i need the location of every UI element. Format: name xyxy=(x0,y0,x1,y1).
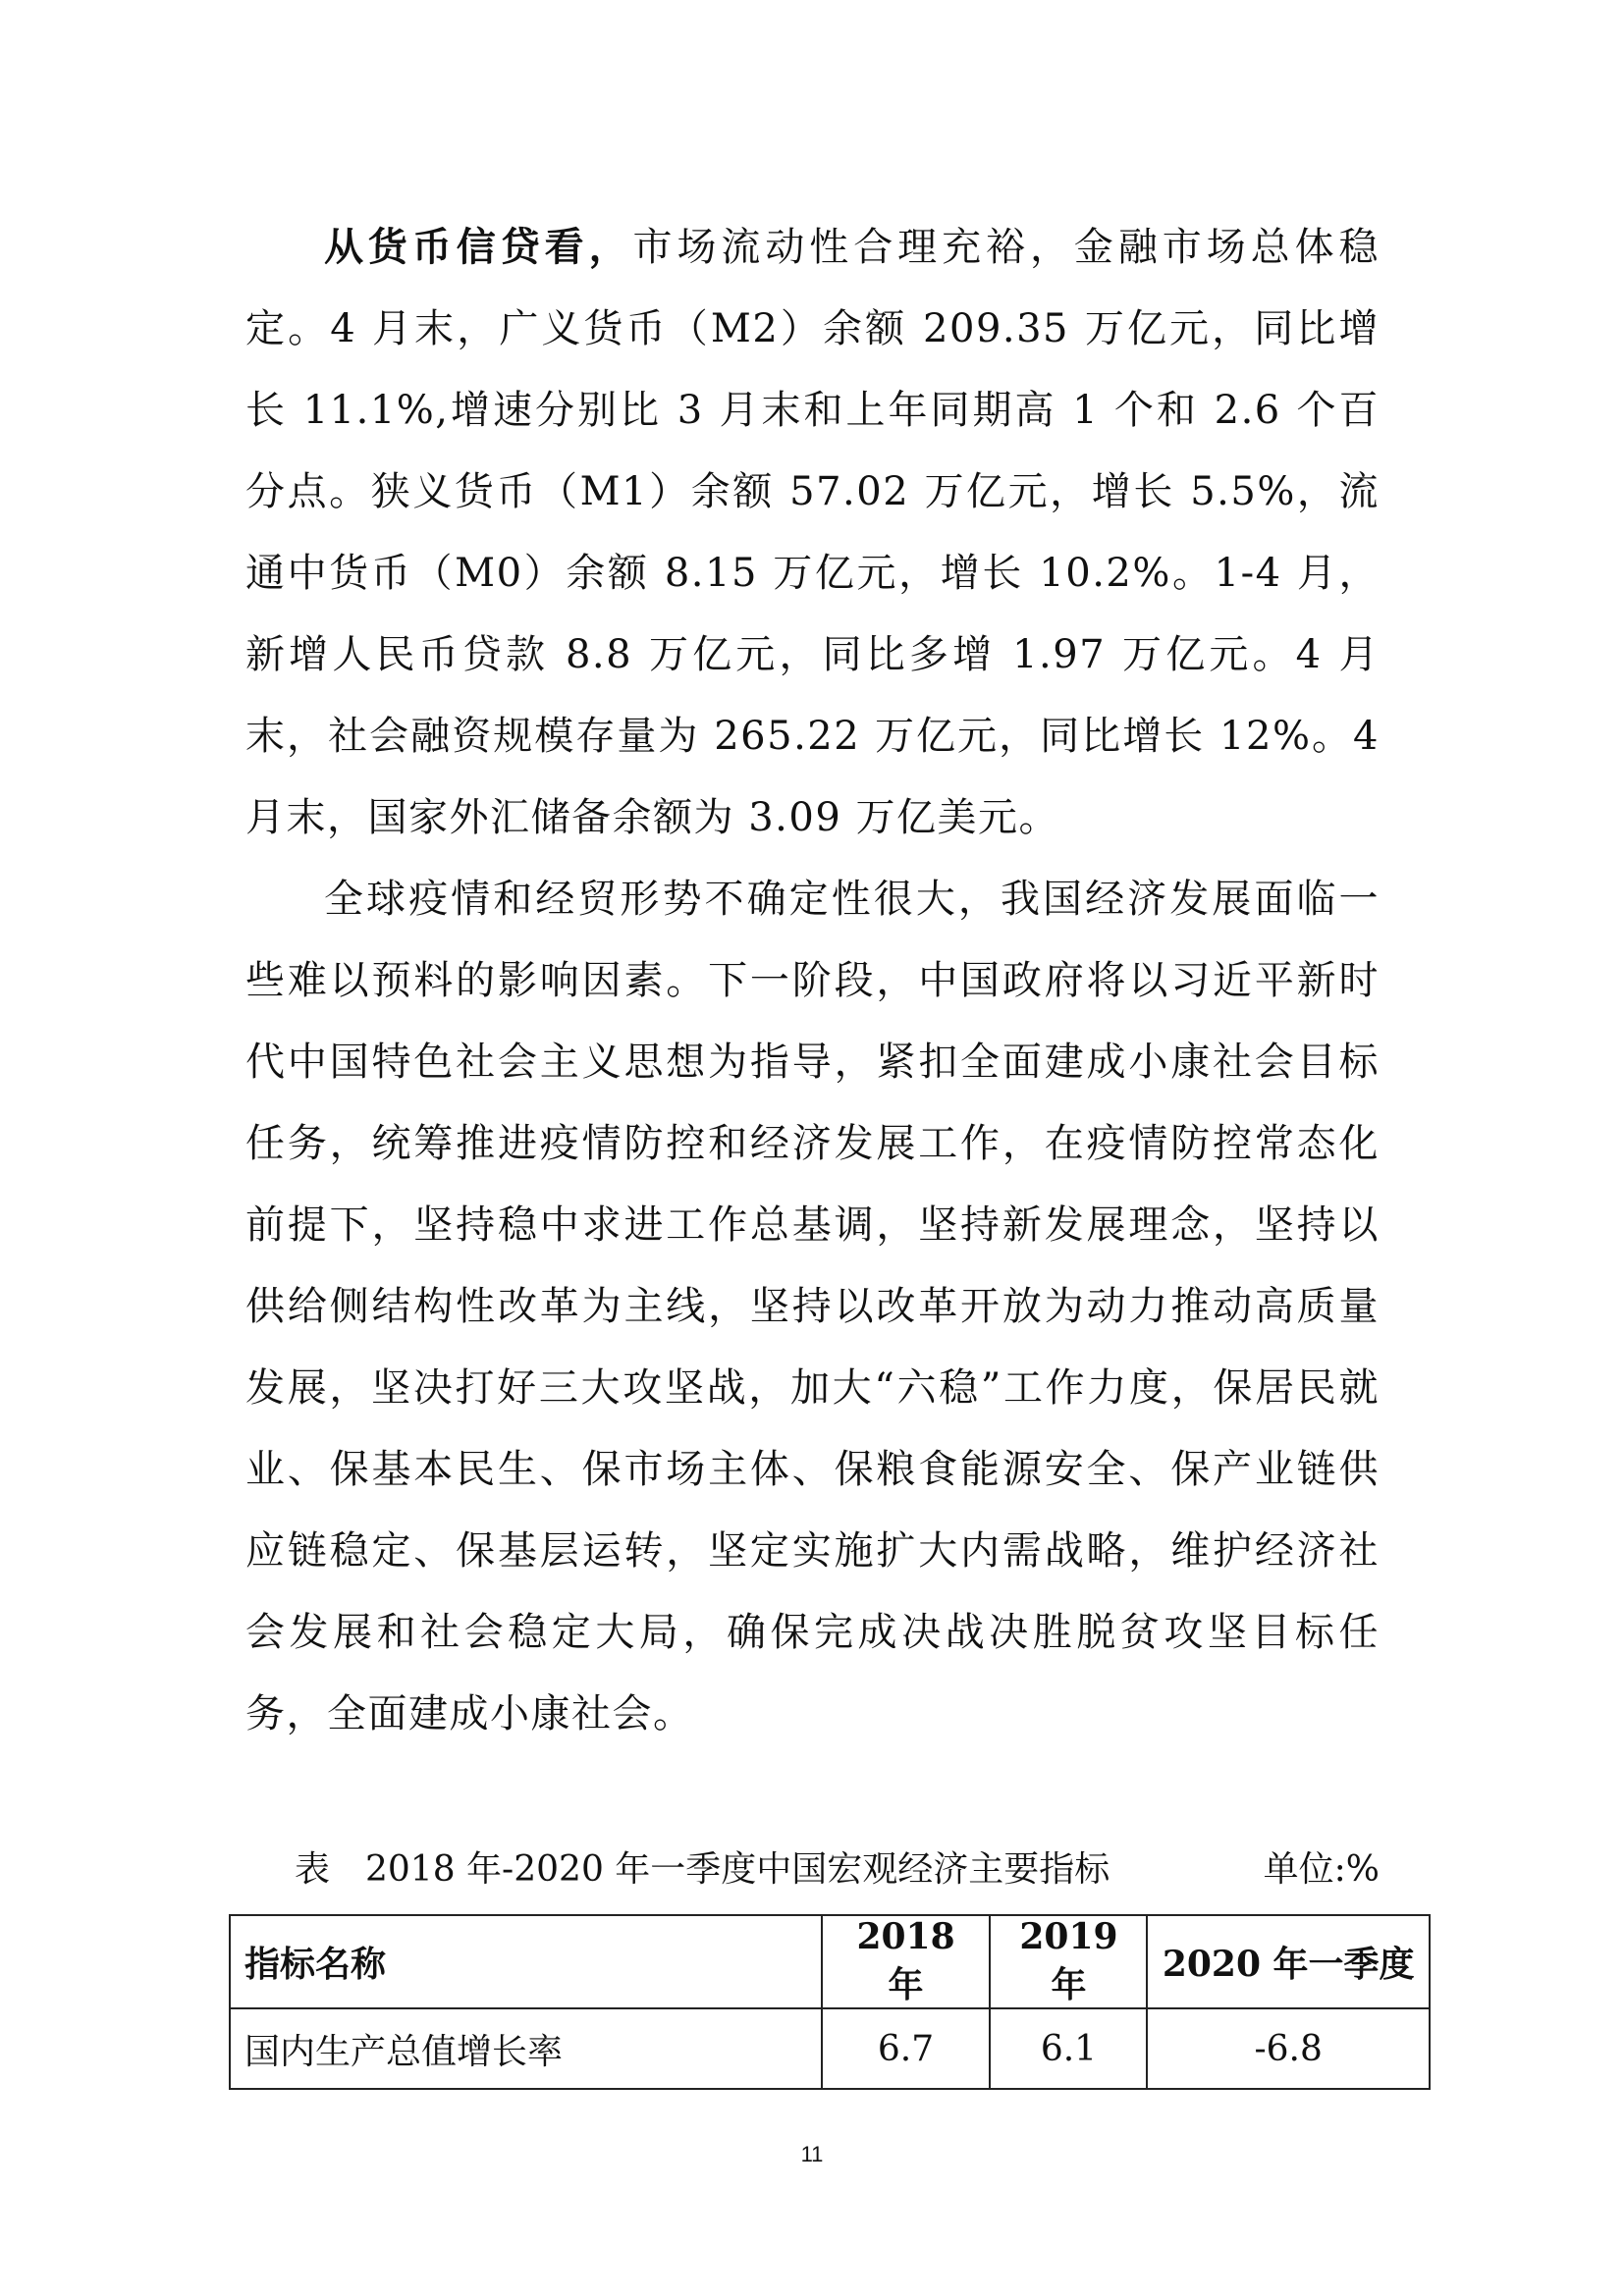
paragraph-monetary-credit xyxy=(245,206,1380,859)
table-row xyxy=(230,2008,1430,2089)
paragraph-outlook xyxy=(245,859,1380,1755)
paragraph-lead-heading: 从货币信贷看， xyxy=(324,224,633,270)
macro-indicators-table xyxy=(229,1914,1431,2090)
table-title: 表 2018 年-2020 年一季度中国宏观经济主要指标 xyxy=(295,1849,1110,1890)
table-header-row xyxy=(230,1915,1430,2008)
paragraph-text xyxy=(245,206,1380,859)
paragraph-text: 全球疫情和经贸形势不确定性很大，我国经济发展面临一些难以预料的影响因素。下一阶段，中国政府将以习近平新时代中国特色社会主义思想为指导，紧扣全面建成小康社会目标任务，统筹推进疫情防控和经济发展工作，在疫情防控常态化前提下，坚持稳中求进工作总基调，坚持新发展理念，坚持以供给侧结构性改革为主线，坚持以改革开放为动力推动高质量发展，坚决打好三大攻坚战，加大“六稳”工作力度，保居民就业、保基本民生、保市场主体、保粮食能源安全、保产业链供应链稳定、保基层运转，坚定实施扩大内需战略，维护经济社会发展和社会稳定大局，确保完成决战决胜脱贫攻坚目标任务，全面建成小康社会。 xyxy=(245,877,1380,1736)
page-number: 11 xyxy=(800,2142,824,2166)
table-cell-2018: 6.7 xyxy=(822,2008,991,2089)
column-header-2019: 2019 年 xyxy=(990,1915,1147,2008)
table-unit: 单位:% xyxy=(1263,1849,1380,1890)
paragraph-body: 市场流动性合理充裕，金融市场总体稳定。4 月末，广义货币（M2）余额 209.35 万亿元，同比增长 11.1%,增速分别比 3 月末和上年同期高 1 个和 2.6 个百分点。狭义货币（M1）余额 57.02 万亿元，增长 5.5%，流通中货币（M0）余额 8.15 万亿元，增长 10.2%。1-4 月，新增人民币贷款 8.8 万亿元，同比多增 1.97 万亿元。4 月末，社会融资规模存量为 265.22 万亿元，同比增长 12%。4 月末，国家外汇储备余额为 3.09 万亿美元。 xyxy=(245,225,1380,840)
column-header-2020q1: 2020 年一季度 xyxy=(1147,1915,1430,2008)
table-cell-indicator: 国内生产总值增长率 xyxy=(230,2008,822,2089)
column-header-2018: 2018 年 xyxy=(822,1915,991,2008)
column-header-indicator: 指标名称 xyxy=(230,1915,822,2008)
table-cell-2019: 6.1 xyxy=(990,2008,1147,2089)
table-cell-2020q1: -6.8 xyxy=(1147,2008,1430,2089)
